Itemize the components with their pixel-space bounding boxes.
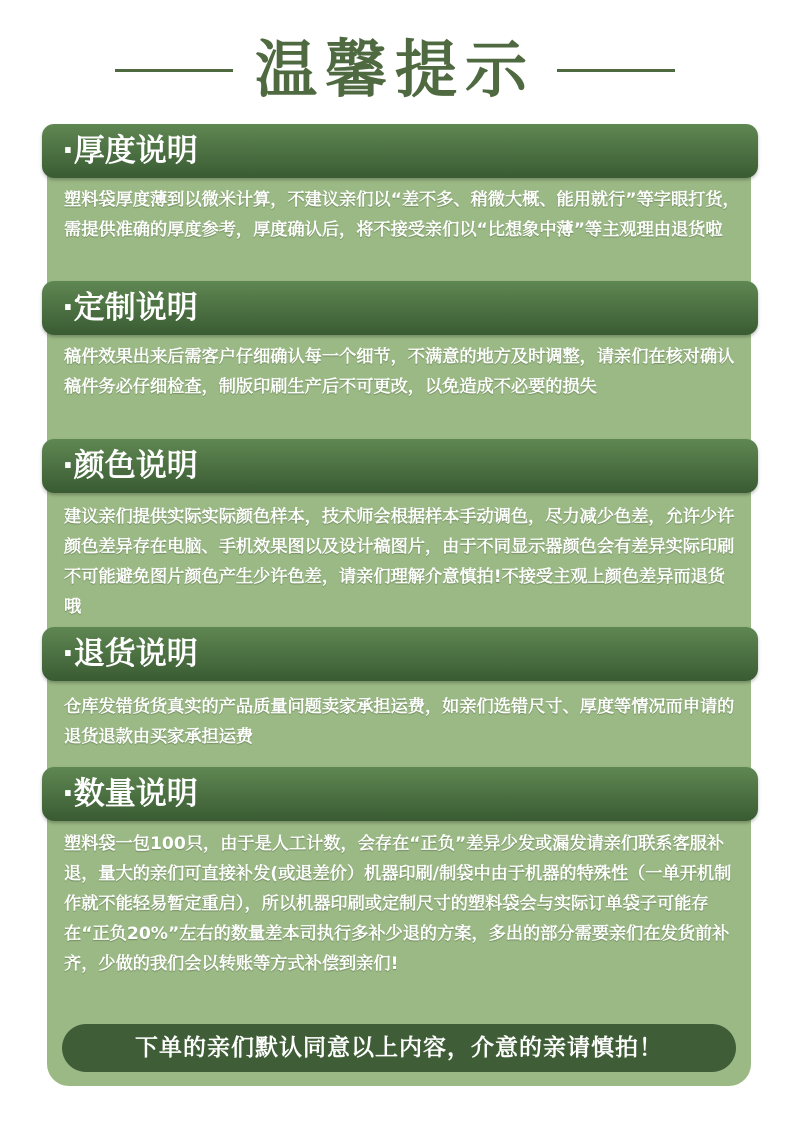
section-body-quantity: 塑料袋一包100只，由于是人工计数，会存在“正负”差异少发或漏发请亲们联系客服补退，量大的亲们可直接补发(或退差价）机器印刷/制袋中由于机器的特殊性（一单开机制作就不能轻易暂定重启），所以机器印刷或定制尺寸的塑料袋会与实际订单袋子可能存在“正负20%”左右的数量差本司执行多补少退的方案，多出的部分需要亲们在发货前补齐，少做的我们会以转账等方式补偿到亲们!: [64, 834, 732, 974]
title-divider-left: [115, 69, 233, 72]
section-heading-custom: ·定制说明: [42, 281, 758, 335]
section-body-color: 建议亲们提供实际实际颜色样本，技术师会根据样本手动调色，尽力减少色差，允许少许颜色差异存在电脑、手机效果图以及设计稿图片，由于不同显示器颜色会有差异实际印刷不可能避免图片颜色产生少许色差，请亲们理解介意慎拍!不接受主观上颜色差异而退货哦: [64, 507, 735, 617]
footer-notice: 下单的亲们默认同意以上内容，介意的亲请慎拍！: [62, 1024, 736, 1072]
section-body-return: 仓库发错货货真实的产品质量问题卖家承担运费，如亲们选错尺寸、厚度等情况而申请的退货退款由买家承担运费: [64, 697, 735, 747]
title-divider-right: [557, 69, 675, 72]
section-body-thickness: 塑料袋厚度薄到以微米计算，不建议亲们以“差不多、稍微大概、能用就行”等字眼打货，需提供准确的厚度参考，厚度确认后，将不接受亲们以“比想象中薄”等主观理由退货啦: [64, 190, 740, 240]
page-title: 温馨提示: [254, 33, 535, 106]
section-heading-quantity: ·数量说明: [42, 767, 758, 821]
section-heading-thickness: ·厚度说明: [42, 124, 758, 178]
section-body-custom: 稿件效果出来后需客户仔细确认每一个细节，不满意的地方及时调整，请亲们在核对确认稿件务必仔细检查，制版印刷生产后不可更改，以免造成不必要的损失: [64, 347, 735, 397]
section-heading-color: ·颜色说明: [42, 439, 758, 493]
title-row: [0, 30, 790, 110]
section-heading-return: ·退货说明: [42, 627, 758, 681]
